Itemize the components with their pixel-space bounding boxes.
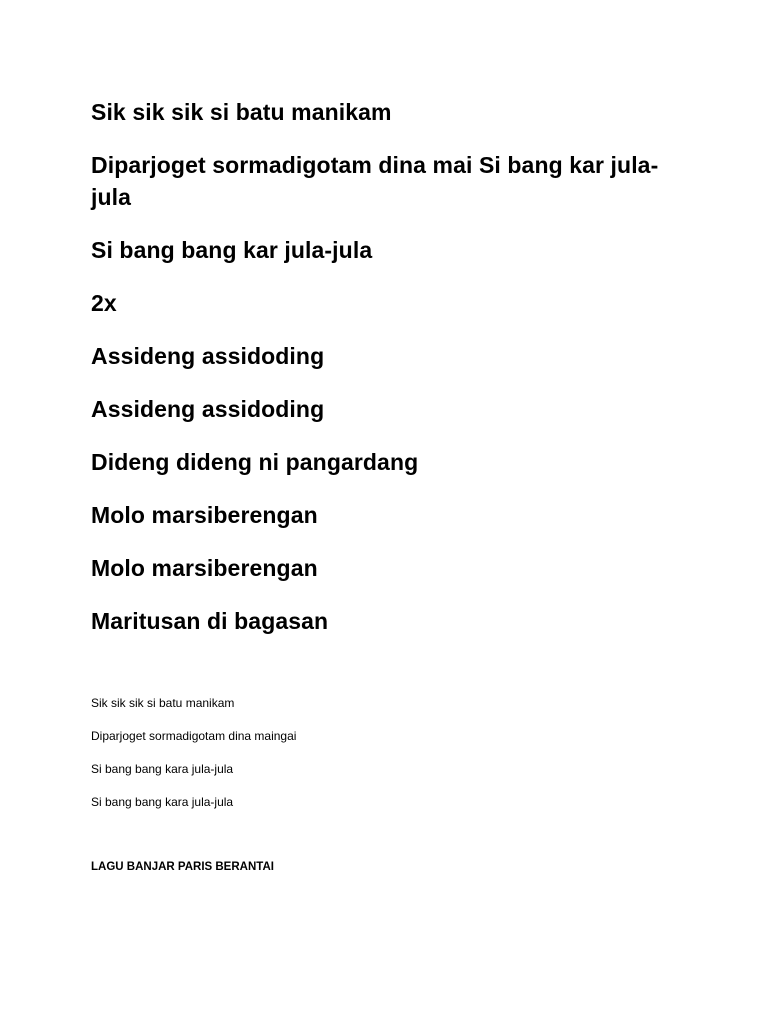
lyric-line-small: Si bang bang kara jula-jula xyxy=(91,795,234,809)
lyric-line: Diparjoget sormadigotam dina mai Si bang kar jula-jula xyxy=(91,152,659,210)
lyric-line: Molo marsiberengan xyxy=(91,555,318,581)
lyric-line: Assideng assidoding xyxy=(91,343,325,369)
lyric-line: Assideng assidoding xyxy=(91,396,325,422)
lyric-line: Sik sik sik si batu manikam xyxy=(91,99,392,125)
lyric-line: Maritusan di bagasan xyxy=(91,608,329,634)
lyric-line-small: Diparjoget sormadigotam dina maingai xyxy=(91,729,297,743)
lyric-line-small: Sik sik sik si batu manikam xyxy=(91,696,235,710)
song-title: LAGU BANJAR PARIS BERANTAI xyxy=(91,861,274,873)
lyrics-large-block xyxy=(91,96,671,658)
lyric-line-small: Si bang bang kara jula-jula xyxy=(91,762,234,776)
lyric-line: Dideng dideng ni pangardang xyxy=(91,449,419,475)
lyrics-small-block xyxy=(91,695,671,827)
lyric-line: Si bang bang kar jula-jula xyxy=(91,237,373,263)
lyric-line: Molo marsiberengan xyxy=(91,502,318,528)
repeat-marker: 2x xyxy=(91,290,117,316)
